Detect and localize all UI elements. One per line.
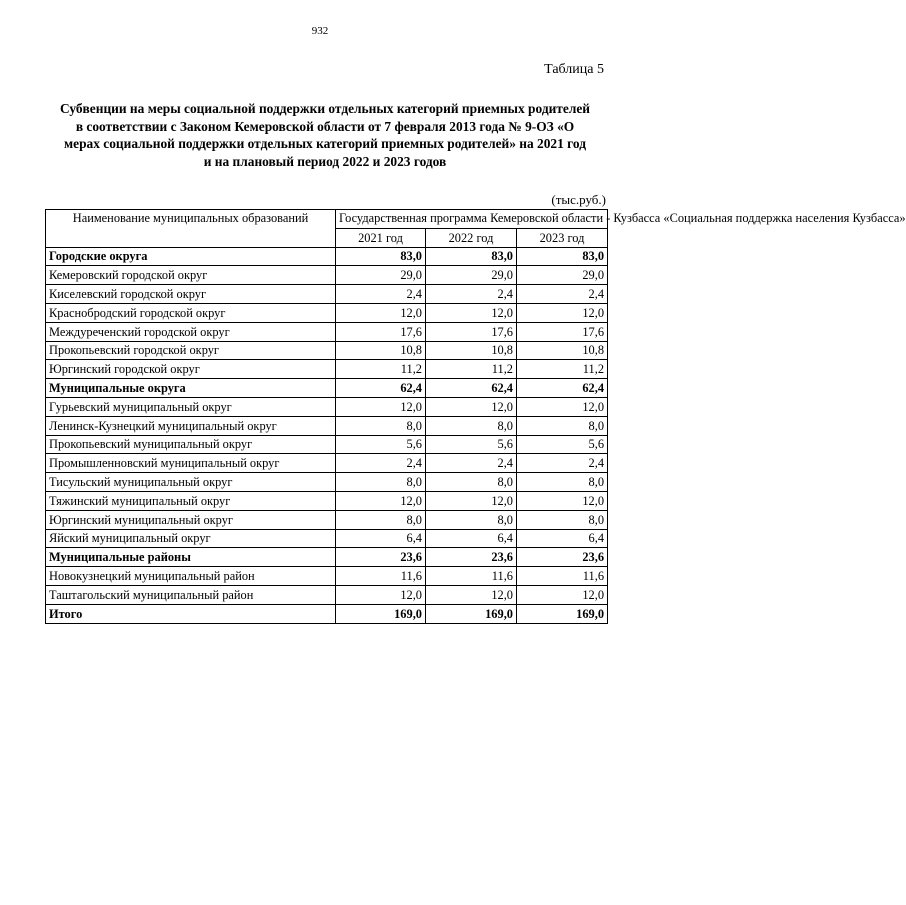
value-2023: 11,2 [517,360,608,379]
table-row [46,604,608,623]
value-2023: 12,0 [517,585,608,604]
title-line: Субвенции на меры социальной поддержки отдельных категорий приемных родителей [60,101,590,116]
value-2023: 62,4 [517,379,608,398]
table-row [46,285,608,304]
municipality-name: Промышленновский муниципальный округ [46,454,336,473]
value-2022: 8,0 [426,416,517,435]
table-row [46,303,608,322]
municipality-name: Краснобродский городской округ [46,303,336,322]
table-row [46,322,608,341]
value-2021: 11,6 [336,567,426,586]
table-body [46,247,608,623]
value-2021: 29,0 [336,266,426,285]
value-2023: 17,6 [517,322,608,341]
program-column-header: Государственная программа Кемеровской области - Кузбасса «Социальная поддержка населения Кузбасса» [336,210,608,229]
value-2022: 62,4 [426,379,517,398]
value-2021: 8,0 [336,416,426,435]
value-2023: 12,0 [517,491,608,510]
municipality-name: Муниципальные районы [46,548,336,567]
municipality-name: Междуреченский городской округ [46,322,336,341]
municipality-name: Юргинский муниципальный округ [46,510,336,529]
value-2021: 10,8 [336,341,426,360]
table-row [46,360,608,379]
municipality-name: Таштагольский муниципальный район [46,585,336,604]
table-row [46,567,608,586]
table-row [46,247,608,266]
document-title [40,100,610,170]
value-2022: 12,0 [426,491,517,510]
table-row [46,529,608,548]
value-2023: 83,0 [517,247,608,266]
value-2022: 5,6 [426,435,517,454]
municipality-name: Итого [46,604,336,623]
year-header-2021: 2021 год [336,228,426,247]
value-2023: 2,4 [517,454,608,473]
value-2022: 12,0 [426,303,517,322]
value-2021: 17,6 [336,322,426,341]
value-2023: 12,0 [517,303,608,322]
value-2023: 169,0 [517,604,608,623]
value-2023: 10,8 [517,341,608,360]
municipality-name: Тяжинский муниципальный округ [46,491,336,510]
municipality-name: Прокопьевский муниципальный округ [46,435,336,454]
value-2022: 29,0 [426,266,517,285]
value-2022: 11,2 [426,360,517,379]
value-2021: 62,4 [336,379,426,398]
value-2022: 8,0 [426,510,517,529]
value-2021: 12,0 [336,397,426,416]
table-row [46,585,608,604]
page-number: 932 [311,25,329,37]
value-2022: 23,6 [426,548,517,567]
table-row [46,266,608,285]
value-2022: 10,8 [426,341,517,360]
municipality-name: Прокопьевский городской округ [46,341,336,360]
value-2021: 12,0 [336,585,426,604]
value-2023: 6,4 [517,529,608,548]
value-2022: 17,6 [426,322,517,341]
table-row [46,548,608,567]
title-line: и на плановый период 2022 и 2023 годов [203,153,447,169]
value-2021: 5,6 [336,435,426,454]
table-row [46,473,608,492]
table-row [46,416,608,435]
municipality-name: Ленинск-Кузнецкий муниципальный округ [46,416,336,435]
value-2022: 83,0 [426,247,517,266]
value-2022: 12,0 [426,397,517,416]
municipality-name: Гурьевский муниципальный округ [46,397,336,416]
value-2022: 2,4 [426,454,517,473]
value-2021: 2,4 [336,285,426,304]
year-header-2023: 2023 год [517,228,608,247]
municipality-name: Новокузнецкий муниципальный район [46,567,336,586]
value-2023: 2,4 [517,285,608,304]
municipality-name: Киселевский городской округ [46,285,336,304]
value-2021: 169,0 [336,604,426,623]
value-2021: 8,0 [336,510,426,529]
value-2023: 12,0 [517,397,608,416]
value-2023: 29,0 [517,266,608,285]
title-line: мерах социальной поддержки отдельных категорий приемных родителей» на 2021 год [64,136,586,151]
value-2022: 8,0 [426,473,517,492]
table-row [46,379,608,398]
value-2022: 6,4 [426,529,517,548]
value-2023: 23,6 [517,548,608,567]
table-row [46,491,608,510]
table-row [46,341,608,360]
municipality-name: Тисульский муниципальный округ [46,473,336,492]
municipality-name: Яйский муниципальный округ [46,529,336,548]
name-column-header: Наименование муниципальных образований [46,210,336,248]
units-label: (тыс.руб.) [551,192,606,207]
municipality-name: Юргинский городской округ [46,360,336,379]
municipality-name: Городские округа [46,247,336,266]
value-2023: 8,0 [517,510,608,529]
value-2021: 12,0 [336,303,426,322]
value-2021: 8,0 [336,473,426,492]
table-row [46,397,608,416]
value-2022: 12,0 [426,585,517,604]
table-caption: Таблица 5 [544,62,604,77]
value-2022: 11,6 [426,567,517,586]
year-header-2022: 2022 год [426,228,517,247]
value-2021: 11,2 [336,360,426,379]
value-2023: 8,0 [517,473,608,492]
table-row [46,510,608,529]
value-2021: 2,4 [336,454,426,473]
value-2021: 12,0 [336,491,426,510]
table-row [46,454,608,473]
subsidies-table [45,209,906,624]
value-2023: 5,6 [517,435,608,454]
value-2022: 169,0 [426,604,517,623]
value-2021: 6,4 [336,529,426,548]
title-line: в соответствии с Законом Кемеровской области от 7 февраля 2013 года № 9-ОЗ «О [75,118,575,134]
municipality-name: Муниципальные округа [46,379,336,398]
value-2021: 83,0 [336,247,426,266]
value-2023: 8,0 [517,416,608,435]
value-2023: 11,6 [517,567,608,586]
municipality-name: Кемеровский городской округ [46,266,336,285]
value-2021: 23,6 [336,548,426,567]
value-2022: 2,4 [426,285,517,304]
table-row [46,435,608,454]
